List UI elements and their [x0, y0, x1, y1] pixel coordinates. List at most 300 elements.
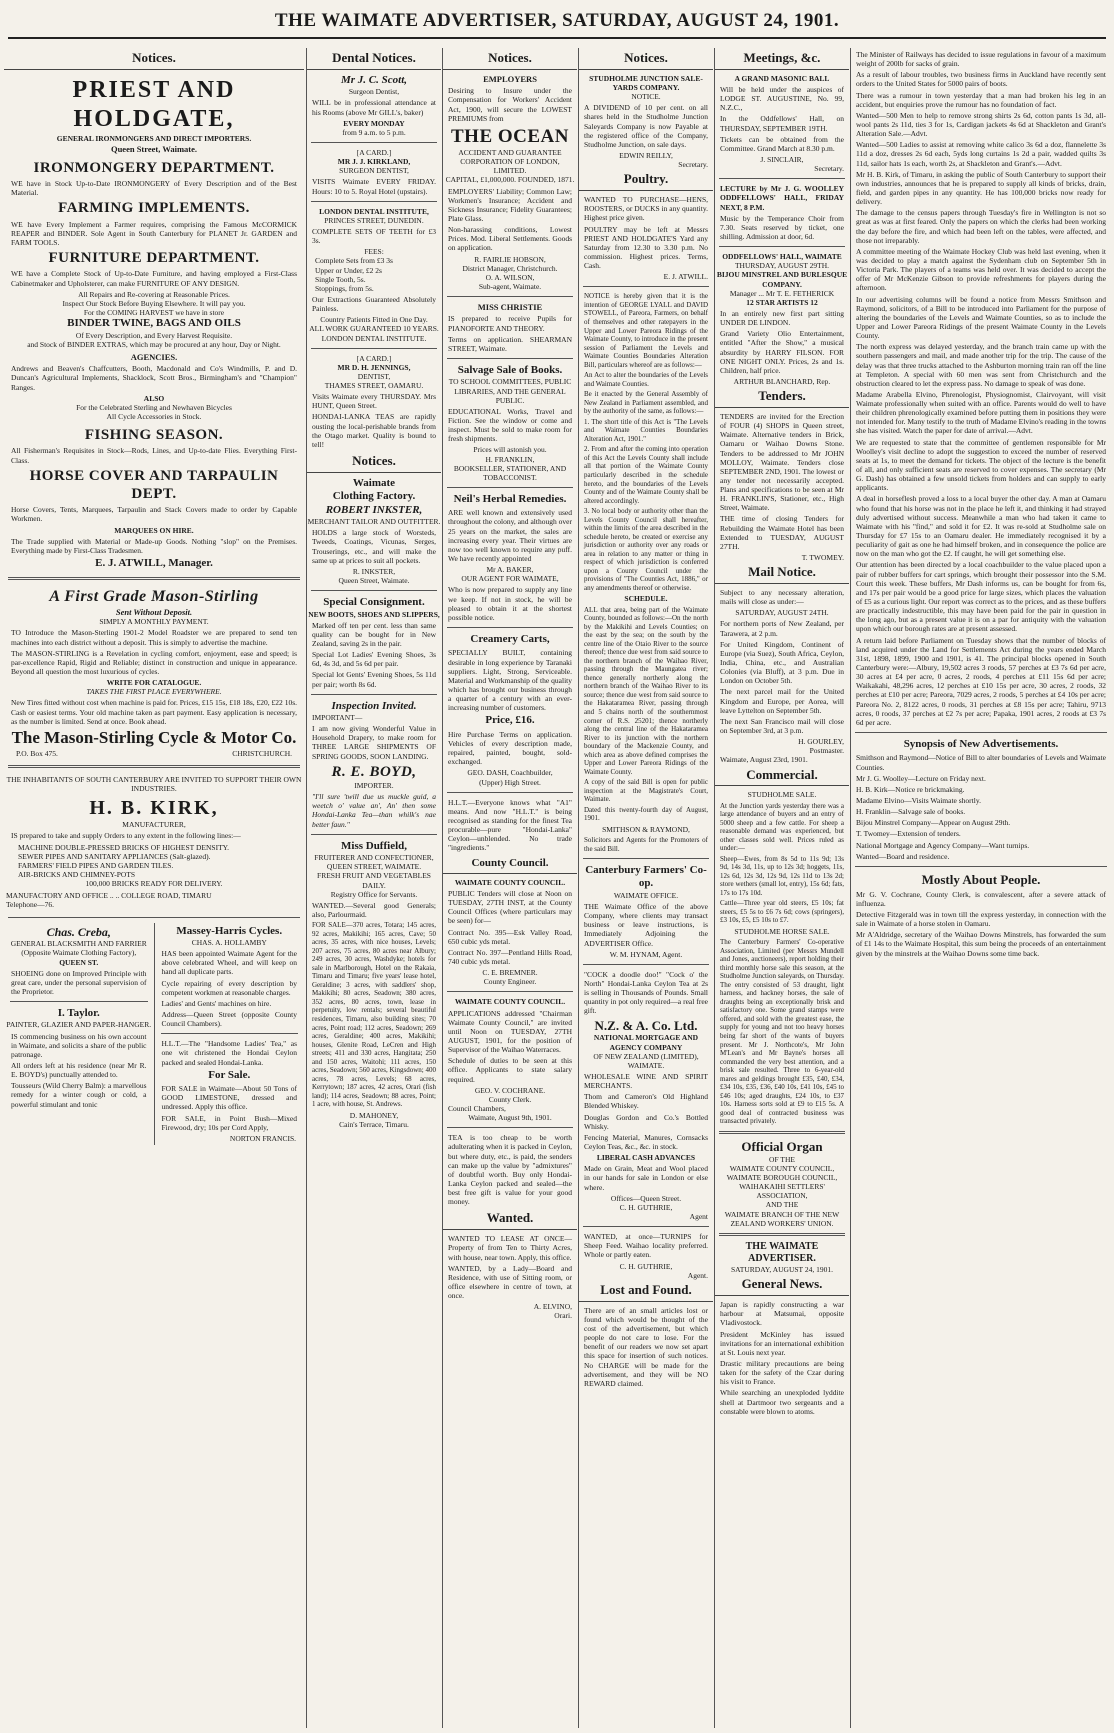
paper-date: SATURDAY, AUGUST 24, 1901.: [731, 1265, 833, 1275]
mail-date: Waimate, August 23rd, 1901.: [720, 755, 808, 765]
ad-kirk: [4, 773, 304, 912]
col6-p13: A deal in horseflesh proved a loss to a local buyer the other day. A man at Oamaru who found that his horse was not in the place he left it, and thinking it had strayed duly advertised without success. Meanwhile a man who had taken it came to Waimate with his "find," and sold it for £2. It was re-sold at Studholme sale on Thursday for £7 15s to an Oamaru dealer. He immediately recognised it by a peculiarity of gait as one he had himself broken, and in consequence the police are now on the man who got the £2. If caught, he will get something else.: [856, 494, 1106, 559]
special-l1: Special Lot Ladies' Evening Shoes, 3s 6d, 4s 3d, and 5s 6d per pair.: [312, 650, 436, 669]
bill-p3: 3. No local body or authority other than the Levels County Council shall hereafter, within the limits of the area described in the schedule hereto, be created or exercise any jurisdiction or authority over any roads or area in relation to any matter or thing in respect of which jurisdiction is conferred upon a County Council under the provisions of "The Counties Act, 1886," or any amendments thereof or otherwise.: [584, 507, 708, 592]
news-p3: Drastic military precautions are being taken for the safety of the Czar during his visit to France.: [720, 1359, 844, 1387]
kirk-tel: Telephone—76.: [6, 900, 55, 910]
commercial-sub: STUDHOLME SALE.: [747, 790, 817, 800]
mason-text2: The MASON-STIRLING is a Revelation in cycling comfort, enjoyment, ease and speed; is par-excellence Rapid, Rigid and Reliable; distinct in construction and unique in appearance. Beyond all question the most luxurious of cycles.: [11, 648, 297, 676]
mail-title: Mail Notice.: [715, 562, 849, 584]
synopsis-l5: H. Franklin—Salvage sale of books.: [856, 807, 966, 817]
county-sub2: County Engineer.: [483, 977, 537, 987]
poultry-text: WANTED TO PURCHASE—HENS, ROOSTERS, or DUCKS in any quantity. Highest price given.: [584, 195, 708, 223]
poultry-sig: E. J. ATWILL.: [663, 272, 708, 282]
taylor-name: I. Taylor.: [57, 1007, 100, 1020]
dept-furniture: FURNITURE DEPARTMENT.: [48, 250, 260, 267]
paper-title: THE WAIMATE ADVERTISER.: [745, 1240, 819, 1265]
column-6: [850, 48, 1111, 1728]
minstrels-hall: ODDFELLOWS' HALL, WAIMATE: [722, 252, 842, 262]
mason-company: The Mason-Stirling Cycle & Motor Co.: [11, 727, 297, 747]
divider: [447, 487, 573, 488]
divider: [447, 792, 573, 793]
london-country: Country Patients Fitted in One Day.: [320, 315, 428, 325]
bill-p2: 2. From and after the coming into operation of this Act the Levels County shall include all that portion of the Waimate County particularly described in the schedule hereto, and the boundaries of the Levels County and of the Waimate County shall be altered accordingly.: [584, 445, 708, 505]
synopsis-l7: T. Twomey—Extension of tenders.: [856, 829, 961, 839]
factory-sub: MERCHANT TAILOR AND OUTFITTER.: [307, 517, 441, 527]
ocean-capital: CAPITAL, £1,000,000. FOUNDED, 1871.: [445, 175, 575, 185]
bill-sub: Solicitors and Agents for the Promoters of the said Bill.: [584, 836, 708, 853]
bill-enact: Be it enacted by the General Assembly of New Zealand in Parliament assembled, and by the authority of the same, as follows:—: [584, 390, 708, 416]
synopsis-l3: H. B. Kirk—Notice re brickmaking.: [856, 784, 965, 794]
books-prices: Prices will astonish you.: [473, 445, 547, 455]
london-f2: Upper or Under, £2 2s: [315, 265, 382, 275]
county-sig: C. E. BREMNER.: [482, 968, 538, 978]
factory-title2: Clothing Factory.: [332, 490, 416, 503]
official-title: Official Organ: [741, 1138, 823, 1154]
price-title: Price, £16.: [485, 714, 535, 727]
sale-text2: FOR SALE, in Point Bush—Mixed Firewood, dry; 10s per Cord Apply,: [161, 1113, 297, 1132]
nmac-liberal-text: Made on Grain, Meat and Wool placed in our hands for sale in London or else where.: [584, 1164, 708, 1192]
special-l2: Special lot Gents' Evening Shoes, 5s 11d per pair; worth 8s 6d.: [312, 670, 436, 689]
ocean-sub1: ACCIDENT AND GUARANTEE: [458, 147, 562, 157]
priest-extras: and Stock of BINDER EXTRAS, which may be procured at any hour, Day or Night.: [27, 339, 281, 349]
invited-text: I am now giving Wonderful Value in Household Drapery, to make room for THREE LARGE SHIPMENTS OF SPRING GOODS, SOON LANDING.: [312, 724, 436, 761]
london-ext: Our Extractions Guaranteed Absolutely Painless.: [312, 294, 436, 314]
masthead-title: THE WAIMATE ADVERTISER, SATURDAY, AUGUST 24, 1901.: [274, 10, 840, 31]
priest-fishing: FISHING SEASON.: [84, 427, 224, 444]
bill-p1: 1. The short title of this Act is "The Levels and Waimate Counties Boundaries Alteration Act, 1901.": [584, 417, 708, 443]
minstrels-text: In an entirely new first part sitting UNDER DE LINDON.: [720, 308, 844, 328]
ball-title: A GRAND MASONIC BALL: [734, 73, 830, 83]
dept-ironmongery-text: WE have in Stock Up-to-Date IRONMONGERY of Every Description and of the Best Material.: [11, 179, 297, 198]
mason-sub: Sent Without Deposit.: [115, 606, 193, 617]
official-l3: WAIHAKAIHI SETTLERS' ASSOCIATION,: [739, 1182, 825, 1201]
london-f3: Single Tooth, 5s.: [315, 274, 366, 284]
section-notices-1: Notices.: [4, 48, 304, 70]
farmers-text: THE Waimate Office of the above Company, where clients may transact business or leave instructions, is Immediately Adjoining the ADVERTISER Office.: [584, 902, 708, 948]
mason-write: WRITE FOR CATALOGUE.: [106, 678, 202, 688]
london-f1: Complete Sets from £3 3s: [315, 256, 393, 266]
kirk-l5: 100,000 BRICKS READY FOR DELIVERY.: [85, 879, 223, 889]
county2-date: Waimate, August 9th, 1901.: [468, 1113, 552, 1123]
mason-tires: New Tires fitted without cost when machine is paid for. Prices, £15 15s, £18 18s, £20, £22 10s. Cash or easiest terms. Your old machine taken as part payment. Easy application is necessary, as the number is limited. Send at once. Book ahead.: [11, 698, 297, 726]
synopsis-l4: Madame Elvino—Visits Waimate shortly.: [856, 795, 981, 805]
hondai2-text: "I'll sure 'twill due us muckle guid, a weetch o' value an', An' then some Hondai-Lanka Tea—than whilk's nae better faun.": [312, 792, 436, 829]
ocean-sig1: R. FAIRLIE HOBSON,: [474, 254, 546, 264]
mostly-title: Mostly About People.: [921, 871, 1041, 887]
massey-text: HAS been appointed Waimate Agent for the above celebrated Wheel, and will keep on hand all duplicate parts.: [161, 949, 297, 977]
hondai1-text: HONDAI-LANKA TEAS are rapidly ousting the local-perishable brands from the Otago market. Quality is bound to tell!: [312, 412, 436, 449]
synopsis-l6: Bijou Minstrel Company—Appear on August 29th.: [856, 818, 1011, 828]
mostly-p1: Mr G. V. Cochrane, County Clerk, is convalescent, after a severe attack of influenza.: [856, 889, 1106, 908]
ocean-sig1b: District Manager, Christchurch.: [462, 263, 558, 273]
ball-sig: J. SINCLAIR,: [760, 154, 804, 164]
special-boots: NEW BOOTS, SHOES AND SLIPPERS,: [308, 609, 440, 619]
divider: [719, 1233, 845, 1236]
price-addr: (Upper) High Street.: [479, 777, 541, 787]
synopsis-l8: National Mortgage and Agency Company—Want turnips.: [856, 840, 1030, 850]
column-5: [714, 48, 849, 1728]
creamery-title: Creamery Carts,: [470, 633, 550, 646]
ocean-sub2: CORPORATION OF LONDON,: [460, 157, 560, 167]
priest-marquees: MARQUEES ON HIRE.: [114, 525, 194, 535]
priest-cycle-acc: All Cycle Accessories in Stock.: [106, 411, 202, 421]
neil-text: ARE well known and extensively used throughout the colony, and although over 25 years on the market, the sales are increasing every year. Their virtues are now too well known to require any puff. We have recently appointed: [448, 508, 572, 564]
ball-text: Will be held under the auspices of LODGE ST. AUGUSTINE, No. 99, N.Z.C.,: [720, 85, 844, 113]
kirk-l2: SEWER PIPES AND SANITARY APPLIANCES (Salt-glazed).: [18, 851, 211, 861]
col6-p6: Mr H. B. Kirk, of Timaru, in asking the public of South Canterbury to support their own industries, announces that he is prepared to supply all kinds of bricks, drain, field, and garden pipes in any quantity. He has 100,000 bricks now ready for delivery.: [856, 169, 1106, 207]
forsale-text: FOR SALE—370 acres, Totara; 145 acres, 92 acres, Makikihi; 165 acres, Cave; 50 acres, 35 acres, with nice houses, Levels; 207 acres, 75 acres, 80 acres near Albury; 249 acres, 30 acres, Washdyke; hotels for sale in Marlborough, Hotel on the Rakaia, Timaru and Timaru; five years' lease hotel, Geraldine; 3 acres, with saddlers' shop, Makikihi; 80 acres, Seadown; 380 acres, 352 acres, 80 acres, town, lease in perpetuity, low rentals; several beautiful residences, Timaru, also building sites; 70 acres, Point road; 112 acres, Seadown; 269 acres, Geraldine; 400 acres, Makikihi; houses, Glenite Road, LeCren and High streets; 411 and 330 acres, Hangitata; 250 and 150 acres, Waitohi; 111 acres, 150 acres, Seadown; 560 acres, Kingsdown; 400 acres, 78 acres, Levels; 68 acres, Kerrytown; 187 acres, 42 acres, Orari (fish land); 114 acres, Seadown; 88 acres, Point; 1 acre, with house, St. Andrews.: [312, 921, 436, 1109]
synopsis-l2: Mr J. G. Woolley—Lecture on Friday next.: [856, 773, 986, 783]
kirk-intro: THE INHABITANTS OF SOUTH CANTERBURY ARE INVITED TO SUPPORT THEIR OWN INDUSTRIES.: [6, 774, 302, 793]
minstrels-title: BIJOU MINSTREL AND BURLESQUE COMPANY.: [716, 270, 848, 289]
invited-sub: IMPORTER.: [354, 781, 394, 791]
official-l5: WAIMATE BRANCH OF THE NEW ZEALAND WORKERS' UNION.: [724, 1209, 840, 1228]
london-inst: LONDON DENTAL INSTITUTE.: [321, 333, 427, 343]
kirk-text: IS prepared to take and supply Orders to any extent in the following lines:—: [11, 831, 241, 841]
priest-addr: Queen Street, Waimate.: [110, 143, 198, 154]
books-to: TO SCHOOL COMMITTEES, PUBLIC LIBRARIES, AND THE GENERAL PUBLIC.: [448, 377, 572, 405]
stud-notice: NOTICE.: [631, 92, 661, 102]
duffield-reg: Registry Office for Servants.: [330, 889, 418, 899]
col6-p9: In our advertising columns will be found a notice from Messrs Smithson and Raymond, solicitors, of a Bill to be introduced into Parliament for the purpose of altering the boundaries of the Levels and Waimate Counties, so as to include the Upper and Lower Pareora Ridings of the present Waimate County in the Levels County.: [856, 294, 1106, 341]
dept-ironmongery: IRONMONGERY DEPARTMENT.: [33, 159, 275, 176]
county-sub: WAIMATE COUNTY COUNCIL.: [454, 877, 566, 887]
scott-name: Mr J. C. Scott,: [340, 73, 407, 86]
special-title: Special Consignment.: [323, 596, 425, 609]
wanted-text1: WANTED TO LEASE AT ONCE—Property of from Ten to Thirty Acres, with house, near town. Apply, this office.: [448, 1234, 572, 1262]
creba-text: SHOEING done on Improved Principle with great care, under the personal supervision of the Proprietor.: [11, 968, 147, 996]
london-fees: FEES:: [364, 247, 384, 257]
tenders-sig: T. TWOMEY.: [801, 553, 844, 563]
section-meetings: Meetings, &c.: [715, 48, 849, 70]
synopsis-l1: Smithson and Raymond—Notice of Bill to alter boundaries of Levels and Waimate Counties.: [856, 753, 1106, 772]
factory-text: HOLDS a large stock of Worsteds, Tweeds, Coatings, Vicunas, Serges, Trouserings, etc., and will make the same up at prices to suit all pockets.: [312, 528, 436, 565]
column-1: [4, 48, 304, 1728]
massey-title: Massey-Harris Cycles.: [176, 924, 283, 937]
london-f4: Stoppings, from 5s.: [315, 283, 374, 293]
sale-text1: FOR SALE in Waimate—About 50 Tons of GOOD LIMESTONE, dressed and undressed. Apply this office.: [161, 1084, 297, 1112]
duffield-sub: FRUITERER AND CONFECTIONER,: [314, 853, 434, 863]
london-teeth: COMPLETE SETS OF TEETH for £3 3s.: [312, 226, 436, 246]
commercial-horse-text: The Canterbury Farmers' Co-operative Association, Limited (per Messrs Mundell and Jones, auctioneers), report holding their third monthly horse sale this season, at the Studholme Junction saleyards, on Thursday. The entry consisted of 53 draught, light harness, and hackney horses, the sale of draughts being an exceptionally brisk and satisfactory one. Some grand stamps were offered, and sold with the greatest ease, the supply for young and not too heavy horses being far short of the wants of buyers present. Mr J. Northcote's, Mr John M'Lean's and Mr Bayne's horses all commanded the very best attention, and a brisk sale resulted. Three to 6-year-old mares and geldings brought £35, £40, £34, £34 10s, £35, £36, £40 10s, £41 10s, £45 to £46 10s; aged draughts, £24 10s, to £37 10s. Harness sorts sold at £9 to £15 5s. A good deal of contracted business was transacted privately.: [720, 938, 844, 1126]
divider: [447, 627, 573, 628]
ball-tickets: Tickets can be obtained from the Committee. Grand March at 8.30 p.m.: [720, 134, 844, 153]
taylor-sub: PAINTER, GLAZIER AND PAPER-HANGER.: [6, 1020, 152, 1030]
books-sub: BOOKSELLER, STATIONER, AND TOBACCONIST.: [453, 463, 567, 482]
scott-sub: Surgeon Dentist,: [348, 87, 400, 97]
priest-agencies: AGENCIES.: [130, 351, 178, 362]
scott-time: from 9 a.m. to 5 p.m.: [342, 127, 406, 137]
minstrels-date: THURSDAY, AUGUST 29TH.: [734, 261, 830, 271]
wanted-sig: A. ELVINO,: [533, 1302, 572, 1312]
neil-agent: OUR AGENT FOR WAIMATE,: [461, 574, 559, 584]
lost-text: There are of an small articles lost or found which would be thought of the cost of the advertisement, but which people do not care to lose. For the benefit of our readers we now set apart this space for insertion of such notices. No CHARGE will be made for the advertisement, and they will be NO REWARD claimed.: [584, 1305, 708, 1388]
dept-farming-text: WE have Every Implement a Farmer requires, comprising the Famous McCORMICK REAPER and BINDER. Sole Agent in South Canterbury for PLANET Jr. GARDEN and FARM TOOLS.: [11, 219, 297, 248]
nmac-sub: OF NEW ZEALAND (LIMITED), WAIMATE.: [593, 1051, 699, 1070]
kirk-l4: AIR-BRICKS AND CHIMNEY-POTS: [18, 870, 136, 880]
stud-title: STUDHOLME JUNCTION SALE-YARDS COMPANY.: [589, 73, 703, 92]
neil-name: Mr A. BAKER,: [486, 565, 534, 575]
nmac-offices: Offices—Queen Street.: [610, 1193, 682, 1203]
mail-north: For northern ports of New Zealand, per Tarawera, at 2 p.m.: [720, 619, 844, 638]
mail-fiji: For United Kingdom, Continent of Europe (via Suez), South Africa, Ceylon, India, China, etc., and Australian Colonies (via Bluff), at 3 p.m. Due in London on October 5th.: [720, 639, 844, 686]
duffield-fresh: FRESH FRUIT AND VEGETABLES DAILY.: [317, 871, 431, 890]
nmac-list1: Thom and Cameron's Old Highland Blended Whiskey.: [584, 1092, 708, 1111]
priest-horse-text: Horse Covers, Tents, Marquees, Tarpaulin and Stack Covers made to order by Capable Workmen.: [11, 505, 297, 524]
london-addr: PRINCES STREET, DUNEDIN.: [324, 215, 424, 225]
col6-p8: A committee meeting of the Waimate Hockey Club was held last evening, when it was decided to play a match against the Sydenham club on September 5th in Victoria Park. The players of a teams was held over. It was decided to accept the offer of Mr McKenzie Gibson to provide refreshments for players during the afternoon.: [856, 246, 1106, 293]
nmac-list2: Douglas Gordon and Co.'s Bottled Whisky.: [584, 1112, 708, 1131]
invited-title: Inspection Invited.: [331, 699, 417, 712]
county-c1: Contract No. 395—Esk Valley Road, 650 cubic yds metal.: [448, 927, 572, 946]
sale-sig: NORTON FRANCIS.: [229, 1133, 296, 1143]
masthead-rule: [8, 37, 1106, 39]
tenders-text: TENDERS are invited for the Erection of FOUR (4) SHOPS in Queen street, Waimate. Alternative tenders in Brick, Oamaru or Waihao Downs Stone. Tenders to be addressed to Mr JOHN MOLLOY, Waimate. Tenders close SEPTEMBER 2ND, 1901. The lowest or any tender not necessarily accepted. Plans and specifications to be seen at Mr H. FRANKLIN'S, Stationer, etc., High Street, Waimate.: [720, 411, 844, 513]
col6-p11: Madame Arabella Elvino, Phrenologist, Physiognomist, Clairvoyant, will visit Waimate professionally when suited with an office. Parents would do well to have their children phrenologically examined before putting them in positions they were not intended for. Many testify to the truth of Madame Elvino's reading in the towns she has visited. Watch the paper for date of arrival.—Advt.: [856, 389, 1106, 436]
col6-p2: As a result of labour troubles, two business firms in Auckland have recently sent orders to the United States for 5000 pairs of boots.: [856, 70, 1106, 89]
divider: [583, 286, 709, 287]
priest-name: PRIEST AND HOLDGATE,: [72, 76, 236, 133]
section-notices-2: Notices.: [307, 451, 441, 473]
minstrels-sig: ARTHUR BLANCHARD, Rep.: [733, 376, 831, 386]
factory-name: ROBERT INKSTER,: [325, 503, 423, 516]
books-sig: H. FRANKLIN,: [485, 454, 535, 464]
synopsis-title: Synopsis of New Advertisements.: [903, 737, 1059, 750]
divider: [447, 296, 573, 297]
priest-sub: GENERAL IRONMONGERS AND DIRECT IMPORTERS.: [56, 134, 252, 144]
county-c2: Contract No. 397—Pentland Hills Road, 740 cubic yds metal.: [448, 947, 572, 967]
col6-p14: Our attention has been directed by a local coachbuilder to the value placed upon a pair of rubber buffers for cart springs, which brought their possessor into the S.M. Court this week. These buffers, Mr Dash informs us, can be bought for from 6s, and 17s per pair would be a good price for large sizes, which places the valuation of £5 as a curious light. Our report was correct as to the prices, and as these buffers are practically indestructible, this may have been paid for the pair in question in the long ago, but as a present value it is on a par for antiquity with the valuation upon which our borough rates are at present assessed.: [856, 560, 1106, 634]
kirk-office: MANUFACTORY AND OFFICE .. .. COLLEGE ROAD, TIMARU: [6, 891, 212, 901]
lecture-music: Music by the Temperance Choir from 7.30. Seats reserved by ticket, one shilling. Admission at door, 6d.: [720, 213, 844, 241]
ocean-employers: EMPLOYERS: [483, 73, 537, 84]
section-dental: Dental Notices.: [307, 48, 441, 70]
mostly-p2: Detective Fitzgerald was in town till the express yesterday, in connection with the sale in Waimate of a horse stolen in Oamaru.: [856, 909, 1106, 929]
commercial-cattle: Cattle—Three year old steers, £5 10s; fat steers, £5 5s to £6 7s 6d; cows (springers), £3 10s, £5, £5 10s to £7.: [720, 899, 844, 925]
mason-takes: TAKES THE FIRST PLACE EVERYWHERE.: [86, 687, 222, 697]
divider: [311, 201, 437, 202]
turnips-sub: Agent.: [687, 1270, 708, 1280]
divider: [8, 917, 300, 918]
poultry-text2: POULTRY may be left at Messrs PRIEST AND HOLDGATE'S Yard any Saturday from 12.30 to 3.30 p.m. No commission. Highest prices. Terms, Cash.: [584, 224, 708, 271]
column-3: [442, 48, 577, 1728]
books-title: Salvage Sale of Books.: [457, 363, 563, 376]
ocean-sig2b: Sub-agent, Waimate.: [478, 281, 542, 291]
touseurs-text: Tousseurs (Wild Cherry Balm): a marvellous remedy for a winter cough or cold, a powerful stimulant and tonic: [11, 1081, 147, 1109]
factory-title1: Waimate: [352, 476, 396, 489]
tea-text: TEA is too cheap to be worth adulterating when it is packed in Ceylon, but where duty, etc., is paid, the senders can make up the value by "admixtures" of doubtful worth. Buy only Hondai-Lanka Ceylon packed and sealed—the best free gift is value for your good money.: [448, 1133, 572, 1207]
ball-place: In the Oddfellows' Hall, on THURSDAY, SEPTEMBER 19TH.: [720, 114, 844, 133]
county2-title: WAIMATE COUNTY COUNCIL.: [454, 997, 566, 1007]
wanted-addr: Orari.: [554, 1311, 572, 1321]
divider: [719, 246, 845, 247]
stud-sig: EDWIN REILLY,: [619, 150, 673, 160]
mail-sf: The next San Francisco mail will close on September 3rd, at 3 p.m.: [720, 716, 844, 736]
farmers-sig: W. M. HYNAM, Agent.: [609, 949, 683, 959]
county-title: County Council.: [443, 855, 577, 874]
duffield-title: Miss Duffield,: [341, 839, 407, 852]
cock-text: "COCK a doodle doo!" "Cock o' the North" Hondai-Lanka Ceylon Tea at 2s is selling in Thousands of Pounds. Small quantity in pot only required—a real free gift.: [584, 969, 708, 1016]
invited-name: R. E. BOYD,: [331, 763, 417, 780]
mason-headline: A First Grade Mason-Stirling: [49, 588, 259, 606]
jennings-sub: DENTIST,: [357, 371, 391, 381]
mail-sat: SATURDAY, AUGUST 24TH.: [735, 608, 829, 618]
commercial-horse: STUDHOLME HORSE SALE.: [734, 927, 830, 937]
divider: [447, 358, 573, 359]
wanted-title: Wanted.: [443, 1208, 577, 1230]
forsale-addr: Cain's Terrace, Timaru.: [339, 1119, 409, 1129]
divider: [855, 732, 1107, 733]
taylor-orders: All orders left at his residence (near Mr R. E. BOYD's) punctually attended to.: [11, 1061, 147, 1080]
news-title: General News.: [715, 1274, 849, 1296]
commercial-sheep: Sheep—Ewes, from 8s 5d to 11s 9d; 13s 9d, 14s 3d, 11s, up to 12s 3d; hoggets, 11s, 12s 6d, 12s 3d, 12s 9d, 12s 11d to 13s 2d; store wethers (small lot, entry), 15s 6d; fats, 17s to 17s 10d.: [720, 854, 844, 897]
nmac-sub2: Agent: [689, 1211, 708, 1221]
divider: [719, 178, 845, 179]
mail-sub: Postmaster.: [809, 746, 844, 756]
turnips-sig: C. H. GUTHRIE,: [619, 1261, 673, 1271]
jennings-addr: THAMES STREET, OAMARU.: [324, 381, 424, 391]
priest-binder: BINDER TWINE, BAGS AND OILS: [67, 317, 241, 330]
county2-sig: GEO. V. COCHRANE.: [474, 1085, 546, 1095]
priest-repairs: All Repairs and Re-covering at Reasonable Prices.: [78, 289, 230, 299]
massey-addr: Address—Queen Street (opposite County Council Chambers).: [161, 1009, 297, 1029]
ad-massey: [154, 923, 305, 1145]
priest-fishing-text: All Fisherman's Requisites in Stock—Rods, Lines, and Up-to-date Flies. Everything First-Class.: [11, 446, 297, 465]
col6-p10: The north express was delayed yesterday, and the branch train came up with the southern passengers and mail, and made another trip for the trip. The cause of the delay was that three trucks attached to the Ashburton morning train ran off the line at Templeton. A special with 60 men was sent from Christchurch and the obstruction cleared to let the express pass. No damage to speak of was done.: [856, 342, 1106, 388]
kirk-l3: FARMERS' FIELD PIPES AND GARDEN TILES.: [18, 860, 174, 870]
farmers-sub: WAIMATE OFFICE.: [613, 890, 679, 900]
creba-l2: (Opposite Waimate Clothing Factory),: [21, 948, 137, 958]
price-sig: GEO. DASH, Coachbuilder,: [467, 768, 553, 778]
news-p4: While searching an unexploded lyddite shell at Dartmoor two sergeants and a constable were blown to atoms.: [720, 1388, 844, 1416]
section-notices-4: Notices.: [579, 48, 713, 70]
minstrels-grand: Grand Variety Olio Entertainment, entitled "After the Show," a musical absurdity by HARRY FILSON. FOR ONE NIGHT ONLY. Prices, 2s and 1s. Children, half price.: [720, 329, 844, 375]
news-p2: President McKinley has issued invitations for an international exhibition at St. Louis next year.: [720, 1329, 844, 1357]
priest-binder-sub: Of Every Description, and Every Harvest Requisite.: [75, 330, 233, 340]
london-title: LONDON DENTAL INSTITUTE,: [319, 206, 429, 216]
official-l4: AND THE: [765, 1200, 799, 1210]
sale-title: For Sale.: [208, 1068, 251, 1081]
jennings-name: MR D. H. JENNINGS,: [337, 362, 411, 372]
county2-text: APPLICATIONS addressed "Chairman Waimate County Council," are invited until Noon on TUESDAY, 27TH AUGUST, 1901, for the position of Supervisor of the Waihao Waterraces.: [448, 1008, 572, 1055]
commercial-title: Commercial.: [715, 765, 849, 787]
nmac-title: N.Z. & A. Co. Ltd.: [594, 1017, 698, 1033]
county2-sub: County Clerk.: [488, 1094, 532, 1104]
mason-pobox: P.O. Box 475.: [16, 748, 58, 758]
county-text: PUBLIC Tenders will close at Noon on TUESDAY, 27TH INST, at the County Council Offices (where particulars may be seen) for—: [448, 889, 572, 926]
col6-p5: Wanted—500 Ladies to assist at removing white calico 3s 6d a doz, flannelette 3s 11d a doz, dresses 2s 6d each, 5yds long curtains 1s 2d a pair, wadded quilts 3s 11d, sailor hats 1s each, worth 2s, at Shackleton and Grant's.—Advt.: [856, 140, 1106, 168]
col6-p15: A return laid before Parliament on Tuesday shows that the number of blocks of land acquired under the Land for Settlements Act during the years ended March 31st, 1898, 1899, 1900 and 1901, is 41. The principal blocks opened in South Canterbury were:—Albury, 19,502 acres 3 roods, 57 perches at £3 7s 6d per acre, 30 acres at £4 per acre, 0 acres, 2 roods, 4 perches at £11 15s 6d per acre; Waikakahi, 48,296 acres, 12 perches at £10 15s per acre, 30 acres, 2 roods, 32 perches at £10 per acre; Pareora, 7029 acres, 2 roods, 5 perches at £4 10s per acre; Pareora No. 2, 8122 acres, 0 roods, 31 perches at £8 15s per acre; Tahiru, 9713 acres, 0 roods, 37 perches at £2 7s per acre; Papaka, 1901 acres, 2 roods at £3 7s 6d per acre.: [856, 635, 1106, 727]
forsale-sig: D. MAHONEY,: [349, 1110, 399, 1120]
kirk-sub: MANUFACTURER,: [122, 820, 186, 830]
divider: [583, 1226, 709, 1227]
col6-p1: The Minister of Railways has decided to issue regulations in favour of a maximum weight of 200lb for sacks of grain.: [856, 50, 1106, 69]
divider: [447, 991, 573, 992]
christie-text: IS prepared to receive Pupils for PIANOFORTE AND THEORY.: [448, 314, 572, 333]
news-p1: Japan is rapidly constructing a war harbour at Matsumai, opposite Vladivostock.: [720, 1300, 844, 1328]
divider: [311, 834, 437, 835]
col6-p3: There was a rumour in town yesterday that a man had broken his leg in an accident, but enquiries prove the rumour has no foundation of fact.: [856, 90, 1106, 109]
kirkland-name: MR J. J. KIRKLAND,: [337, 157, 411, 167]
priest-inspect: Inspect Our Stock Before Buying Elsewhere. It will pay you.: [62, 298, 246, 308]
kirk-name: H. B. KIRK,: [89, 796, 219, 819]
official-of: OF THE: [769, 1154, 795, 1164]
priest-also: ALSO: [143, 393, 165, 403]
stud-sub: Secretary.: [678, 160, 708, 170]
creba-l3: QUEEN ST.: [59, 957, 99, 967]
nmac-liberal: LIBERAL CASH ADVANCES: [596, 1153, 696, 1163]
hlt-text: H.L.T.—Everyone knows what "A1" means. And now "H.L.T." is being recognised as standing for the finest Tea procurable—pure "Hondai-Lanka" Ceylon—unblended. No trade "ingredients.": [448, 797, 572, 853]
mason-text1: TO Introduce the Mason-Sterling 1901-2 Model Roadster we are prepared to send ten machines into each district without a deposit. This is simply to advertise the machine.: [11, 628, 297, 647]
ocean-types: EMPLOYERS' Liability; Common Law; Workmen's Insurance; Accident and Sickness Insurance; Fidelity Guarantees; Plate Glass.: [448, 186, 572, 223]
ocean-sig2: O. A. WILSON,: [485, 272, 535, 282]
section-notices-3: Notices.: [443, 48, 577, 70]
poultry-title: Poultry.: [579, 169, 713, 191]
synopsis-l9: Wanted—Board and residence.: [856, 851, 950, 861]
nmac-name: NATIONAL MORTGAGE AND AGENCY COMPANY: [593, 1033, 699, 1052]
bill-schedule: SCHEDULE.: [624, 594, 668, 604]
turnips-text: WANTED, at once—TURNIPS for Sheep Feed. Waihao locality preferred. Whole or partly eaten.: [584, 1232, 708, 1260]
mason-pay: SIMPLY A MONTHLY PAYMENT.: [99, 617, 209, 627]
minstrels-manager: Manager ... Mr T. E. FETHERICK: [729, 288, 835, 298]
massey-name: CHAS. A. HOLLAMBY: [191, 938, 267, 947]
divider: [447, 1127, 573, 1128]
ocean-name: THE OCEAN: [451, 125, 569, 147]
priest-agencies-text: Andrews and Beaven's Chaffcutters, Booth, Macdonald and Co's Windmills, P. and D. Duncan's Agricultural Implements, Shacklock, Scott Bros., Birmingham's and "Champion" Ranges.: [11, 364, 297, 392]
neil-title: Neil's Herbal Remedies.: [453, 492, 567, 505]
mason-city: CHRISTCHURCH.: [232, 748, 292, 758]
duffield-wanted: WANTED.—Several good Generals; also, Parlourmaid.: [312, 900, 436, 919]
kirkland-text: VISITS Waimate EVERY FRIDAY. Hours: 10 to 5. Royal Hotel (upstairs).: [312, 177, 436, 196]
column-2: [306, 48, 441, 1728]
massey-repair: Cycle repairing of every description by competent workmen at reasonable charges.: [161, 978, 297, 997]
divider: [855, 866, 1107, 867]
ocean-sub3: LIMITED.: [493, 166, 527, 176]
special-text: Marked off ten per cent. less than same quality can be bought for in New Zealand, saving 2s in the pair.: [312, 620, 436, 648]
bill-copy: A copy of the said Bill is open for public inspection at the Magistrate's Court, Waimate.: [584, 778, 708, 804]
bill-dated: Dated this twenty-fourth day of August, 1901.: [584, 805, 708, 823]
invited-imp: IMPORTANT—: [312, 713, 363, 723]
official-l1: WAIMATE COUNTY COUNCIL,: [729, 1163, 835, 1173]
factory-addr: Queen Street, Waimate.: [338, 575, 410, 585]
divider: [311, 590, 437, 591]
priest-bicycles: For the Celebrated Sterling and Newhaven Bicycles: [76, 402, 232, 412]
divider: [311, 348, 437, 349]
christie-name: MISS CHRISTIE: [477, 302, 543, 313]
col6-p4: Wanted—500 Men to help to remove strong shirts 2s 6d, cotton pants 1s 3d, all-wool pants 2s 11d, ties 3 for 1s, Cardigan jackets 4s 6d at Shackleton and Grant's Alteration Sale.—Advt.: [856, 110, 1106, 139]
stud-text: A DIVIDEND of 10 per cent. on all shares held in the Studholme Junction Saleyards Company is now Payable at the registered office of the Company, Studholme Junction, on sale days.: [584, 103, 708, 149]
creba-l1: GENERAL BLACKSMITH AND FARRIER: [10, 939, 147, 949]
divider: [8, 577, 300, 580]
books-text: EDUCATIONAL Works, Travel and Fiction. See the window or come and inspect. Must be sold to make room for fresh shipments.: [448, 406, 572, 444]
lt-text: H.L.T.—The "Handsome Ladies' Tea," as one wit christened the Hondai Ceylon packed and sealed Hondai-Lanka.: [161, 1039, 297, 1067]
divider: [311, 142, 437, 143]
christie-terms: Terms on application. SHEARMAN STREET, Waimate.: [448, 334, 572, 353]
official-l2: WAIMATE BOROUGH COUNCIL,: [726, 1172, 838, 1182]
commercial-text: At the Junction yards yesterday there was a large attendance of buyers and an entry of 5000 sheep and a few cattle. For sheep a reasonable demand was experienced, but other classes sold well. Prices ruled as under:—: [720, 801, 844, 853]
priest-trade: The Trade supplied with Material or Made-up Goods. Nothing "slop" on the Premises. Everything made by First-Class Tradesmen.: [11, 536, 297, 555]
ball-sub: Secretary.: [814, 164, 844, 174]
bill-act: An Act to alter the boundaries of the Levels and Waimate Counties.: [584, 371, 708, 388]
minstrels-artists: 12 STAR ARTISTS 12: [746, 297, 818, 307]
divider: [311, 694, 437, 695]
mostly-p3: Mr A'Aldridge, secretary of the Waihao Downs Minstrels, has forwarded the sum of £1 14s to the Waimate Hospital, this sum being the proceeds of an entertainment given by the minstrels at the Waihao Downs some time back.: [856, 930, 1106, 958]
kirkland-card: [A CARD.]: [356, 147, 392, 157]
county2-sched: Schedule of duties to be seen at this office. Applicants to state salary required.: [448, 1056, 572, 1084]
duffield-addr: QUEEN STREET, WAIMATE.: [326, 862, 422, 872]
scott-text: WILL be in professional attendance at his Rooms (above Mr GILL's, baker): [312, 98, 436, 117]
